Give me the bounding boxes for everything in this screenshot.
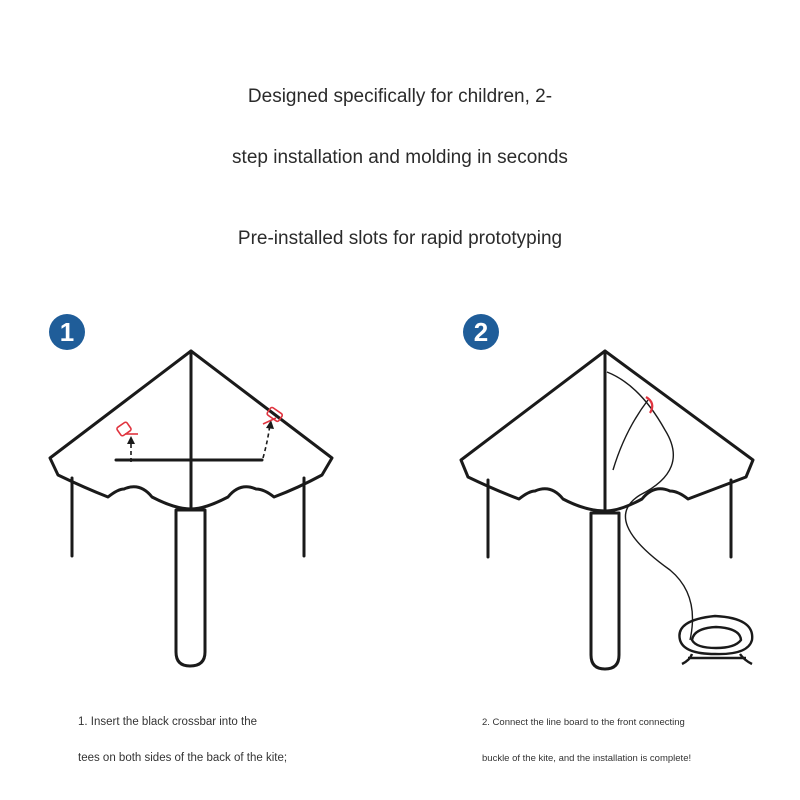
headline-line-2: step installation and molding in seconds xyxy=(232,147,568,168)
step-1-badge: 1 xyxy=(49,314,85,350)
step-2-caption-line-1: 2. Connect the line board to the front connecting xyxy=(482,717,685,728)
step-2-caption-line-2: buckle of the kite, and the installation is complete! xyxy=(482,753,692,764)
headline-line-1: Designed specifically for children, 2- xyxy=(247,86,553,107)
headline-line-3: Pre-installed slots for rapid prototyping xyxy=(237,228,563,249)
step-1-caption-line-2: tees on both sides of the back of the kite; xyxy=(78,752,288,764)
kite-2-sail xyxy=(461,351,753,511)
step-2-badge: 2 xyxy=(463,314,499,350)
kite-2-tail xyxy=(591,513,619,669)
step-1-caption-line-1: 1. Insert the black crossbar into the xyxy=(78,716,257,728)
